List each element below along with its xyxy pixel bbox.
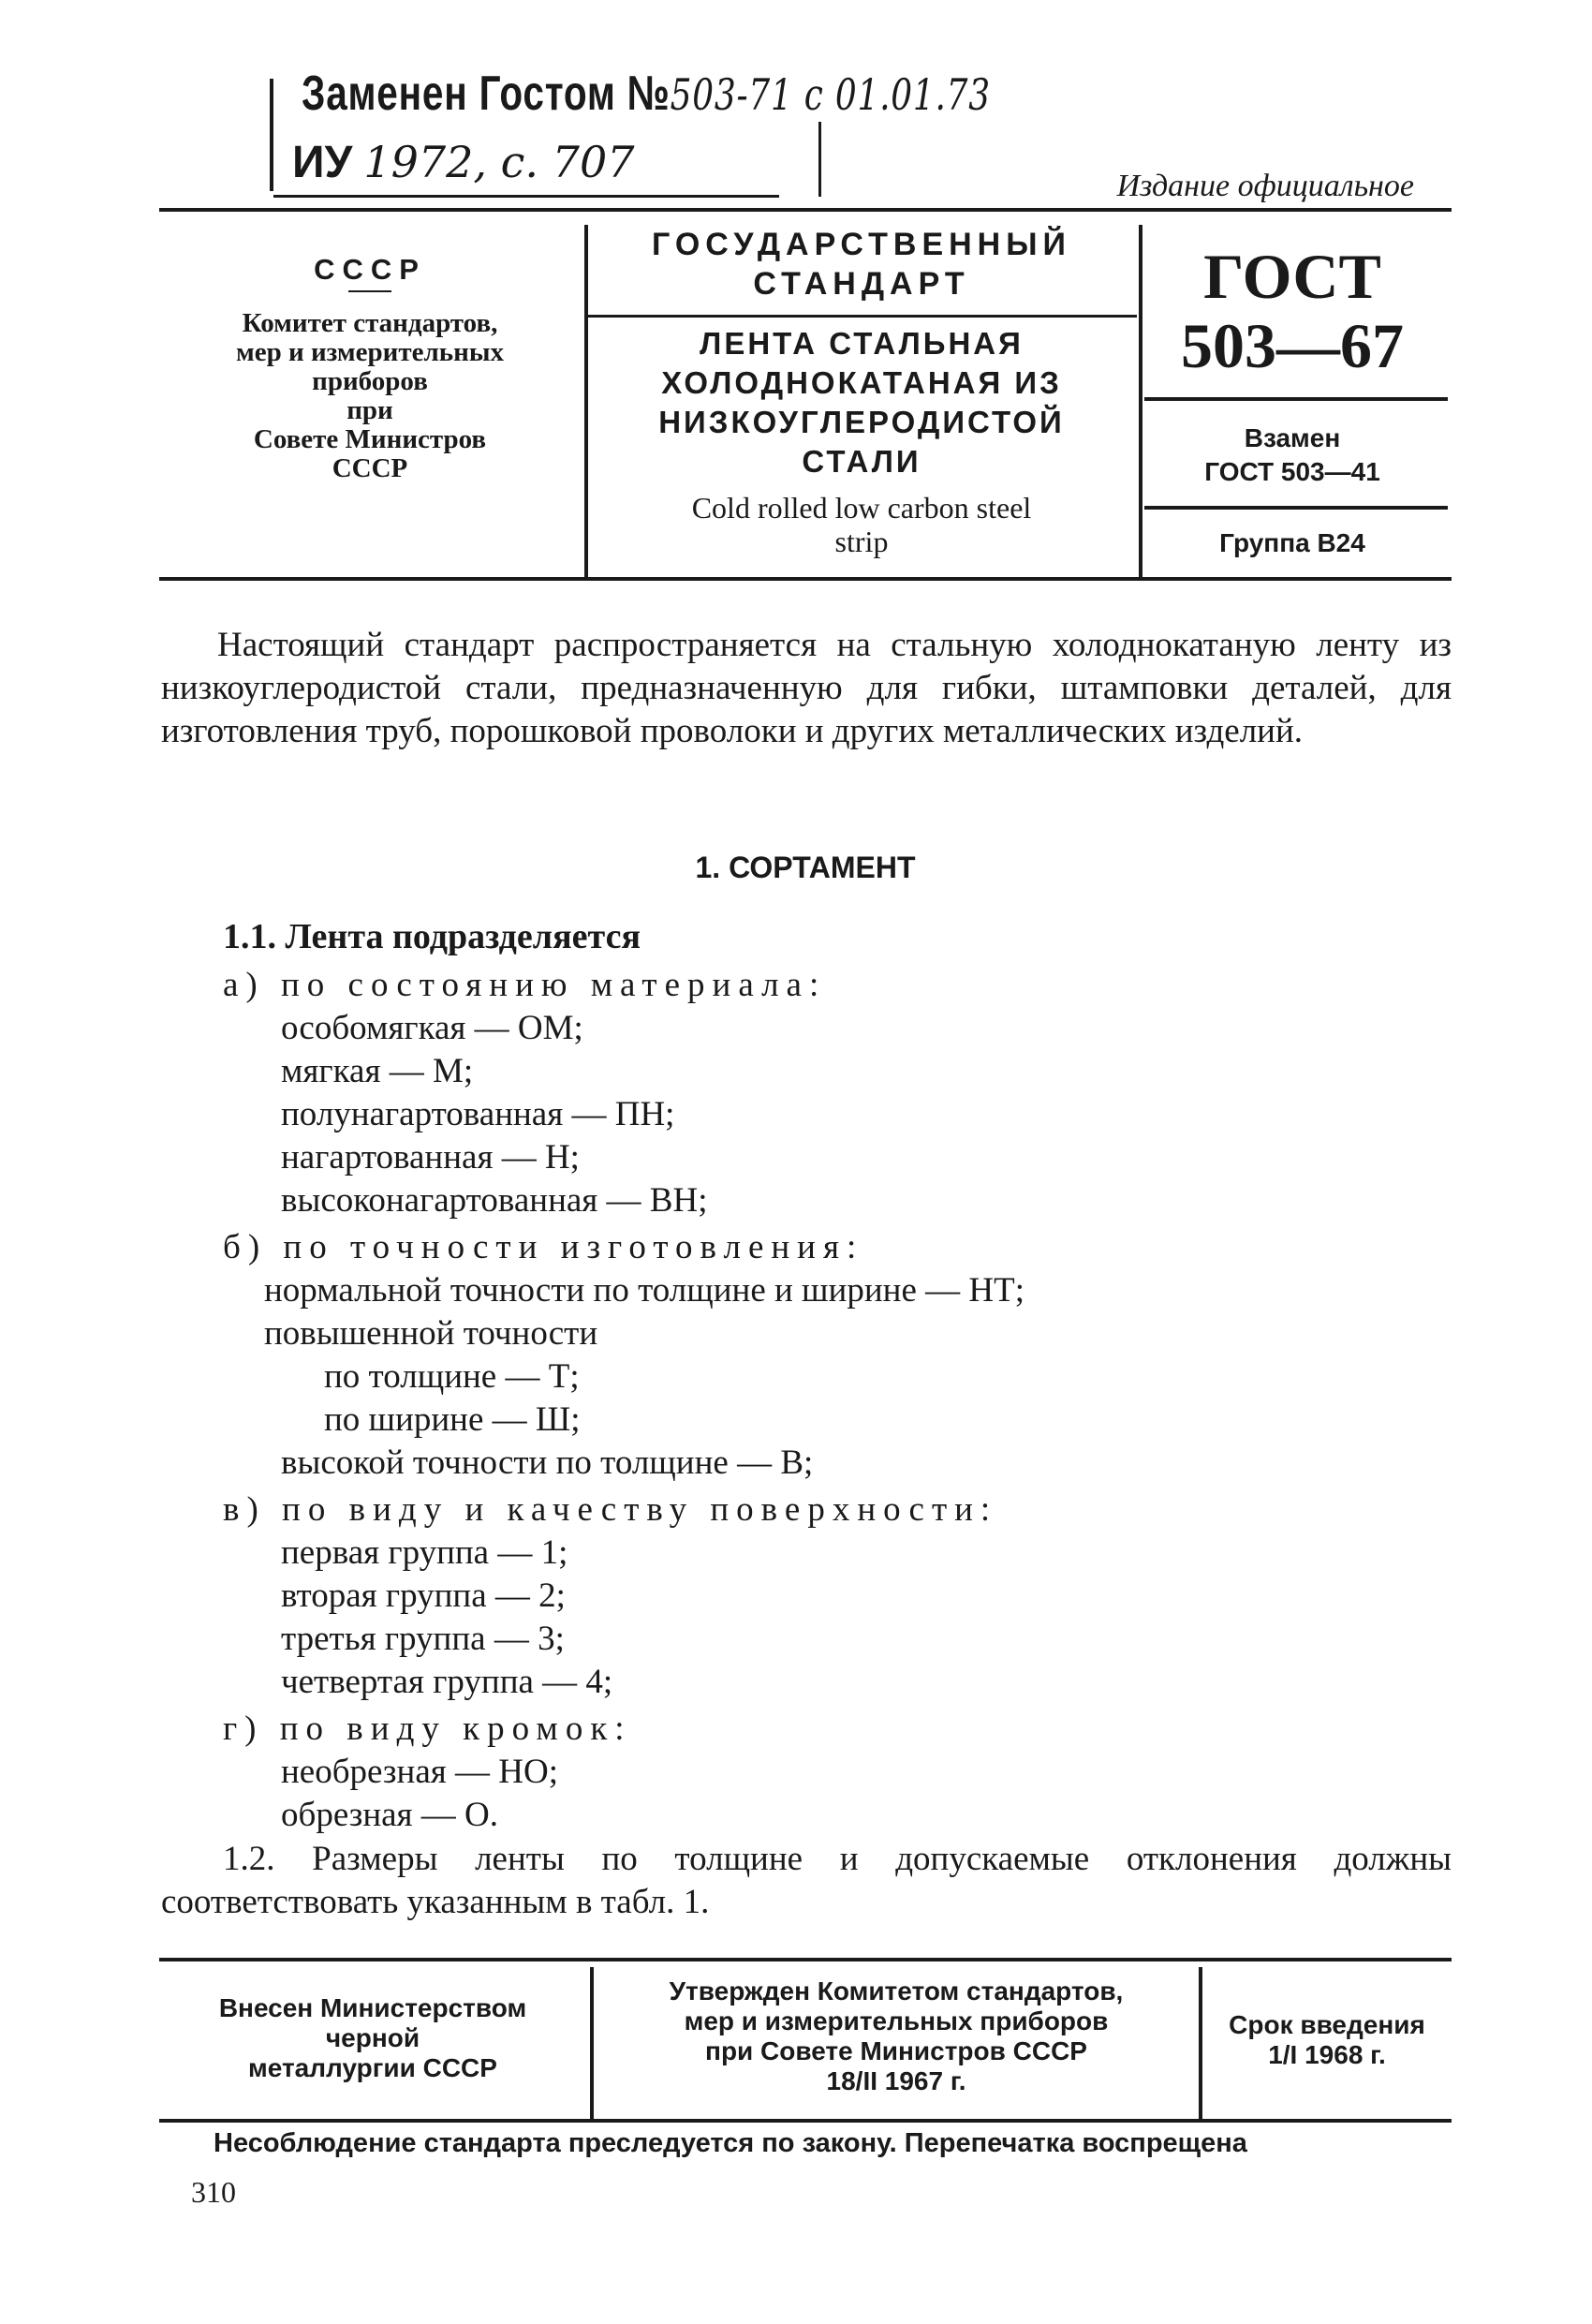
stamp-line-2 xyxy=(292,137,634,188)
stamp-handwritten-text: 503-71 с 01.01.73 xyxy=(670,69,991,120)
org-line: СССР xyxy=(332,453,408,483)
stamp-underline xyxy=(273,195,779,198)
stamp-left-bar xyxy=(270,79,273,191)
org-line: при xyxy=(346,395,393,425)
edition-label: Издание официальное xyxy=(1116,169,1414,203)
footer-divider-left xyxy=(590,1967,594,2119)
section-title: 1. СОРТАМЕНТ xyxy=(695,851,916,884)
replaces-standard xyxy=(1152,422,1433,489)
list-item: полунагартованная — ПН; xyxy=(281,1095,675,1133)
intro-paragraph xyxy=(161,624,1452,753)
approved-by xyxy=(596,1976,1197,2096)
list-item: четвертая группа — 4; xyxy=(281,1663,613,1701)
replaces-code: ГОСТ 503—41 xyxy=(1204,457,1380,486)
introduced-line: металлургии СССР xyxy=(248,2053,497,2082)
list-item: мягкая — М; xyxy=(281,1052,474,1090)
title-line: НИЗКОУГЛЕРОДИСТОЙ xyxy=(658,405,1065,439)
stamp-line-1 xyxy=(302,66,991,122)
approved-line: при Совете Министров СССР xyxy=(705,2036,1087,2065)
issuing-authority xyxy=(159,253,581,483)
effective-date xyxy=(1204,2010,1450,2070)
effective-line: 1/I 1968 г. xyxy=(1268,2040,1386,2069)
title-line: ХОЛОДНОКАТАНАЯ ИЗ xyxy=(661,365,1062,400)
state-standard-heading xyxy=(599,225,1124,303)
clause-1-2-text: 1.2. Размеры ленты по толщине и допускаемые отклонения должны соответствовать указанным в табл. 1. xyxy=(161,1840,1452,1921)
list-item: повышенной точности xyxy=(264,1314,598,1353)
title-line: СТАЛИ xyxy=(802,444,921,479)
list-item: третья группа — 3; xyxy=(281,1620,565,1658)
list-item: высокой точности по толщине — В; xyxy=(281,1443,814,1482)
introduced-line: Внесен Министерством xyxy=(218,1993,527,2022)
header-right-rule-2 xyxy=(1144,506,1448,510)
header-divider-left xyxy=(584,225,588,579)
effective-line: Срок введения xyxy=(1229,2010,1425,2039)
group-code: Группа В24 xyxy=(1219,528,1365,557)
org-line: мер и измерительных xyxy=(236,337,504,367)
list-item: вторая группа — 2; xyxy=(281,1576,566,1615)
replaces-label: Взамен xyxy=(1244,423,1341,452)
footer-bottom-rule xyxy=(159,2119,1452,2123)
org-line: Совете Министров xyxy=(253,424,487,454)
approved-line: Утвержден Комитетом стандартов, xyxy=(669,1976,1124,2006)
clause-1-2 xyxy=(161,1838,1452,1924)
footer-divider-right xyxy=(1199,1967,1202,2119)
group-label-v: в) по виду и качеству поверхности: xyxy=(223,1490,998,1529)
list-item: нормальной точности по толщине и ширине — НТ; xyxy=(264,1271,1024,1310)
list-item: высоконагартованная — ВН; xyxy=(281,1181,708,1220)
standard-title xyxy=(599,324,1124,481)
introduced-line: черной xyxy=(325,2023,420,2052)
list-item: обрезная — О. xyxy=(281,1796,499,1834)
replacement-stamp xyxy=(270,66,991,197)
header-right-rule-1 xyxy=(1144,397,1448,401)
list-item: по ширине — Ш; xyxy=(324,1400,581,1439)
header-mid-rule xyxy=(588,315,1137,318)
approved-line: мер и измерительных приборов xyxy=(684,2006,1109,2035)
english-title xyxy=(599,491,1124,558)
list-item: особомягкая — ОМ; xyxy=(281,1009,583,1047)
page-number: 310 xyxy=(191,2175,236,2209)
english-title-line: strip xyxy=(834,525,889,558)
group-label-g: г) по виду кромок: xyxy=(223,1710,632,1748)
stamp-right-bar xyxy=(818,122,821,197)
footer-top-rule xyxy=(159,1958,1452,1961)
gost-code: 503—67 xyxy=(1181,310,1404,381)
state-standard-line: ГОСУДАРСТВЕННЫЙ xyxy=(652,227,1071,262)
country-dash xyxy=(348,290,391,292)
group-label-b: б) по точности изготовления: xyxy=(223,1228,864,1266)
stamp-printed-text: Заменен Гостом № xyxy=(302,67,671,121)
list-item: нагартованная — Н; xyxy=(281,1138,580,1177)
group-label-a: а) по состоянию материала: xyxy=(223,966,827,1004)
gost-number xyxy=(1152,242,1433,380)
state-standard-line: СТАНДАРТ xyxy=(753,266,970,302)
list-item: необрезная — НО; xyxy=(281,1753,558,1791)
org-line: Комитет стандартов, xyxy=(242,308,498,338)
approved-line: 18/II 1967 г. xyxy=(826,2066,966,2095)
english-title-line: Cold rolled low carbon steel xyxy=(691,491,1032,525)
header-divider-right xyxy=(1139,225,1142,579)
country-name: СССР xyxy=(314,253,426,286)
stamp-line2-handwritten: 1972, с. 707 xyxy=(363,137,635,187)
intro-text: Настоящий стандарт распространяется на стальную холоднокатаную ленту из низкоуглеродистой стали, предназначенную для гибки, штамповки деталей, для изготовления труб, порошковой проволоки и других металлических изделий. xyxy=(161,626,1452,750)
org-line: приборов xyxy=(312,366,428,396)
header-bottom-rule xyxy=(159,577,1452,581)
introduced-by xyxy=(159,1993,586,2083)
gost-label: ГОСТ xyxy=(1203,241,1381,312)
title-line: ЛЕНТА СТАЛЬНАЯ xyxy=(700,326,1024,361)
list-item: по толщине — Т; xyxy=(324,1357,580,1396)
list-item: первая группа — 1; xyxy=(281,1533,568,1572)
header-top-rule xyxy=(159,208,1452,212)
clause-1-1: 1.1. Лента подразделяется xyxy=(223,917,641,956)
stamp-line2-printed: ИУ xyxy=(292,138,353,187)
reprint-warning: Несоблюдение стандарта преследуется по закону. Перепечатка воспрещена xyxy=(214,2128,1247,2158)
